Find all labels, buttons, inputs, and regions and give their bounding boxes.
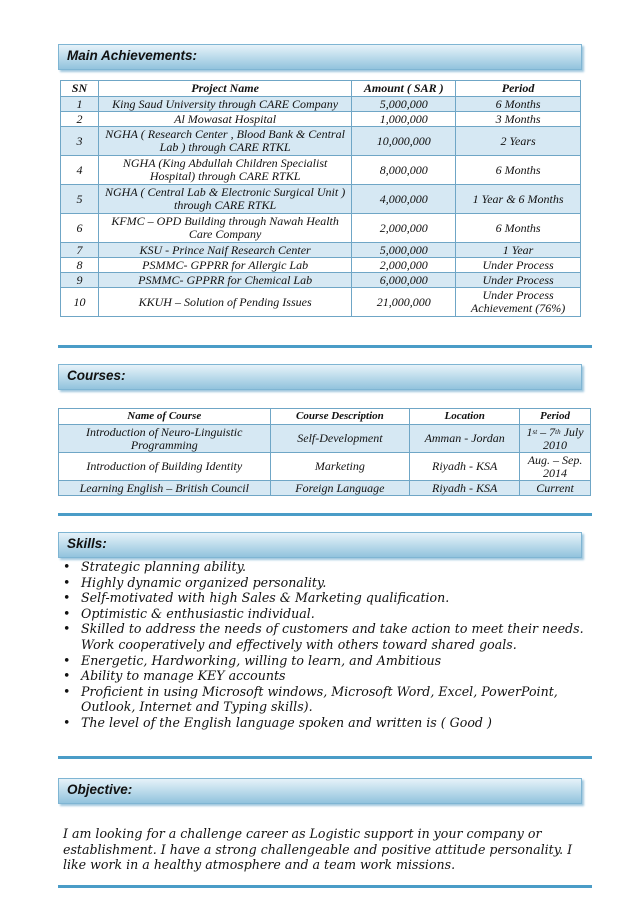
table-header-row xyxy=(59,409,591,425)
cell-period: 2 Years xyxy=(456,127,581,156)
cell-course-location: Riyadh - KSA xyxy=(410,481,520,496)
section-header-skills xyxy=(58,532,582,558)
table-row xyxy=(61,273,581,288)
cell-period: 6 Months xyxy=(456,97,581,112)
cell-project: King Saud University through CARE Company xyxy=(98,97,351,112)
column-header: Course Description xyxy=(270,409,410,425)
cell-project: KKUH – Solution of Pending Issues xyxy=(98,288,351,317)
list-item: • The level of the English language spoken and written is ( Good ) xyxy=(60,715,605,731)
objective-text: I am looking for a challenge career as Logistic support in your company or establishment. I have a strong challengeable and positive attitude personality. I like work in a healthy atmosphere and a team work missions. xyxy=(63,826,573,873)
table-row xyxy=(61,258,581,273)
list-item: • Highly dynamic organized personality. xyxy=(60,575,605,591)
courses-table xyxy=(58,408,591,496)
table-row xyxy=(61,127,581,156)
achievements-table xyxy=(60,80,581,317)
section-header-achievements xyxy=(58,44,582,70)
cell-course-name: Introduction of Building Identity xyxy=(59,453,271,481)
cell-sn: 8 xyxy=(61,258,99,273)
period-text: July 2010 xyxy=(543,424,584,452)
list-item: • Optimistic & enthusiastic individual. xyxy=(60,606,605,622)
cell-course-period: Aug. – Sep. 2014 xyxy=(520,453,591,481)
cell-amount: 8,000,000 xyxy=(352,156,456,185)
table-row xyxy=(61,243,581,258)
table-row xyxy=(59,453,591,481)
period-text: 1 xyxy=(526,424,533,439)
cell-project: Al Mowasat Hospital xyxy=(98,112,351,127)
cell-sn: 2 xyxy=(61,112,99,127)
cell-course-location: Riyadh - KSA xyxy=(410,453,520,481)
table-row xyxy=(59,481,591,496)
column-header: Period xyxy=(520,409,591,425)
list-item: • Energetic, Hardworking, willing to learn, and Ambitious xyxy=(60,653,605,669)
cell-course-description: Marketing xyxy=(270,453,410,481)
cell-period: 6 Months xyxy=(456,214,581,243)
table-header-row xyxy=(61,81,581,97)
cell-sn: 7 xyxy=(61,243,99,258)
cell-amount: 4,000,000 xyxy=(352,185,456,214)
skills-list xyxy=(60,559,605,731)
cell-project: NGHA ( Research Center , Blood Bank & Central Lab ) through CARE RTKL xyxy=(98,127,351,156)
section-divider xyxy=(58,885,592,888)
column-header: Name of Course xyxy=(59,409,271,425)
cell-project: NGHA ( Central Lab & Electronic Surgical Unit ) through CARE RTKL xyxy=(98,185,351,214)
list-item: • Strategic planning ability. xyxy=(60,559,605,575)
list-item: • Ability to manage KEY accounts xyxy=(60,668,605,684)
cell-sn: 1 xyxy=(61,97,99,112)
cell-project: PSMMC- GPPRR for Chemical Lab xyxy=(98,273,351,288)
section-header-objective xyxy=(58,778,582,804)
cell-course-location: Amman - Jordan xyxy=(410,425,520,453)
cell-amount: 1,000,000 xyxy=(352,112,456,127)
column-header: Period xyxy=(456,81,581,97)
table-row xyxy=(61,288,581,317)
cell-amount: 2,000,000 xyxy=(352,258,456,273)
cell-course-name: Introduction of Neuro-Linguistic Programming xyxy=(59,425,271,453)
cell-amount: 5,000,000 xyxy=(352,97,456,112)
cell-period: 1 Year xyxy=(456,243,581,258)
cell-period: 1 Year & 6 Months xyxy=(456,185,581,214)
cell-course-period: Current xyxy=(520,481,591,496)
table-row xyxy=(61,97,581,112)
list-item: • Proficient in using Microsoft windows, Microsoft Word, Excel, PowerPoint, Outlook, Internet and Typing skills). xyxy=(60,684,605,715)
cell-amount: 21,000,000 xyxy=(352,288,456,317)
cell-sn: 9 xyxy=(61,273,99,288)
column-header: Project Name xyxy=(98,81,351,97)
table-row xyxy=(61,156,581,185)
cell-course-description: Foreign Language xyxy=(270,481,410,496)
section-divider xyxy=(58,756,592,759)
section-title: Objective: xyxy=(67,782,133,797)
section-title: Main Achievements: xyxy=(67,48,198,63)
cell-project: KSU - Prince Naif Research Center xyxy=(98,243,351,258)
column-header: Location xyxy=(410,409,520,425)
table-row xyxy=(59,425,591,453)
cell-amount: 6,000,000 xyxy=(352,273,456,288)
cell-project: NGHA (King Abdullah Children Specialist Hospital) through CARE RTKL xyxy=(98,156,351,185)
cell-period: 3 Months xyxy=(456,112,581,127)
list-item: • Skilled to address the needs of customers and take action to meet their needs. Work cooperatively and effectively with others toward shared goals. xyxy=(60,621,605,652)
cell-sn: 10 xyxy=(61,288,99,317)
section-title: Courses: xyxy=(67,368,126,383)
column-header: Amount ( SAR ) xyxy=(352,81,456,97)
cell-sn: 4 xyxy=(61,156,99,185)
cell-amount: 10,000,000 xyxy=(352,127,456,156)
cell-period: Under Process xyxy=(456,273,581,288)
period-text: – 7 xyxy=(537,424,556,439)
section-title: Skills: xyxy=(67,536,107,551)
section-divider xyxy=(58,345,592,348)
cell-project: PSMMC- GPPRR for Allergic Lab xyxy=(98,258,351,273)
table-row xyxy=(61,112,581,127)
cell-sn: 3 xyxy=(61,127,99,156)
period-superscript: st xyxy=(532,427,538,436)
cell-course-description: Self-Development xyxy=(270,425,410,453)
section-header-courses xyxy=(58,364,582,390)
cell-course-period xyxy=(520,425,591,453)
cell-sn: 5 xyxy=(61,185,99,214)
cell-amount: 2,000,000 xyxy=(352,214,456,243)
cell-period: Under Process xyxy=(456,258,581,273)
cell-project: KFMC – OPD Building through Nawah Health Care Company xyxy=(98,214,351,243)
section-divider xyxy=(58,513,592,516)
list-item: • Self-motivated with high Sales & Marketing qualification. xyxy=(60,590,605,606)
column-header: SN xyxy=(61,81,99,97)
cell-course-name: Learning English – British Council xyxy=(59,481,271,496)
cell-sn: 6 xyxy=(61,214,99,243)
table-row xyxy=(61,185,581,214)
cell-amount: 5,000,000 xyxy=(352,243,456,258)
cell-period: 6 Months xyxy=(456,156,581,185)
table-row xyxy=(61,214,581,243)
period-superscript: th xyxy=(555,427,561,436)
cell-period: Under Process Achievement (76%) xyxy=(456,288,581,317)
